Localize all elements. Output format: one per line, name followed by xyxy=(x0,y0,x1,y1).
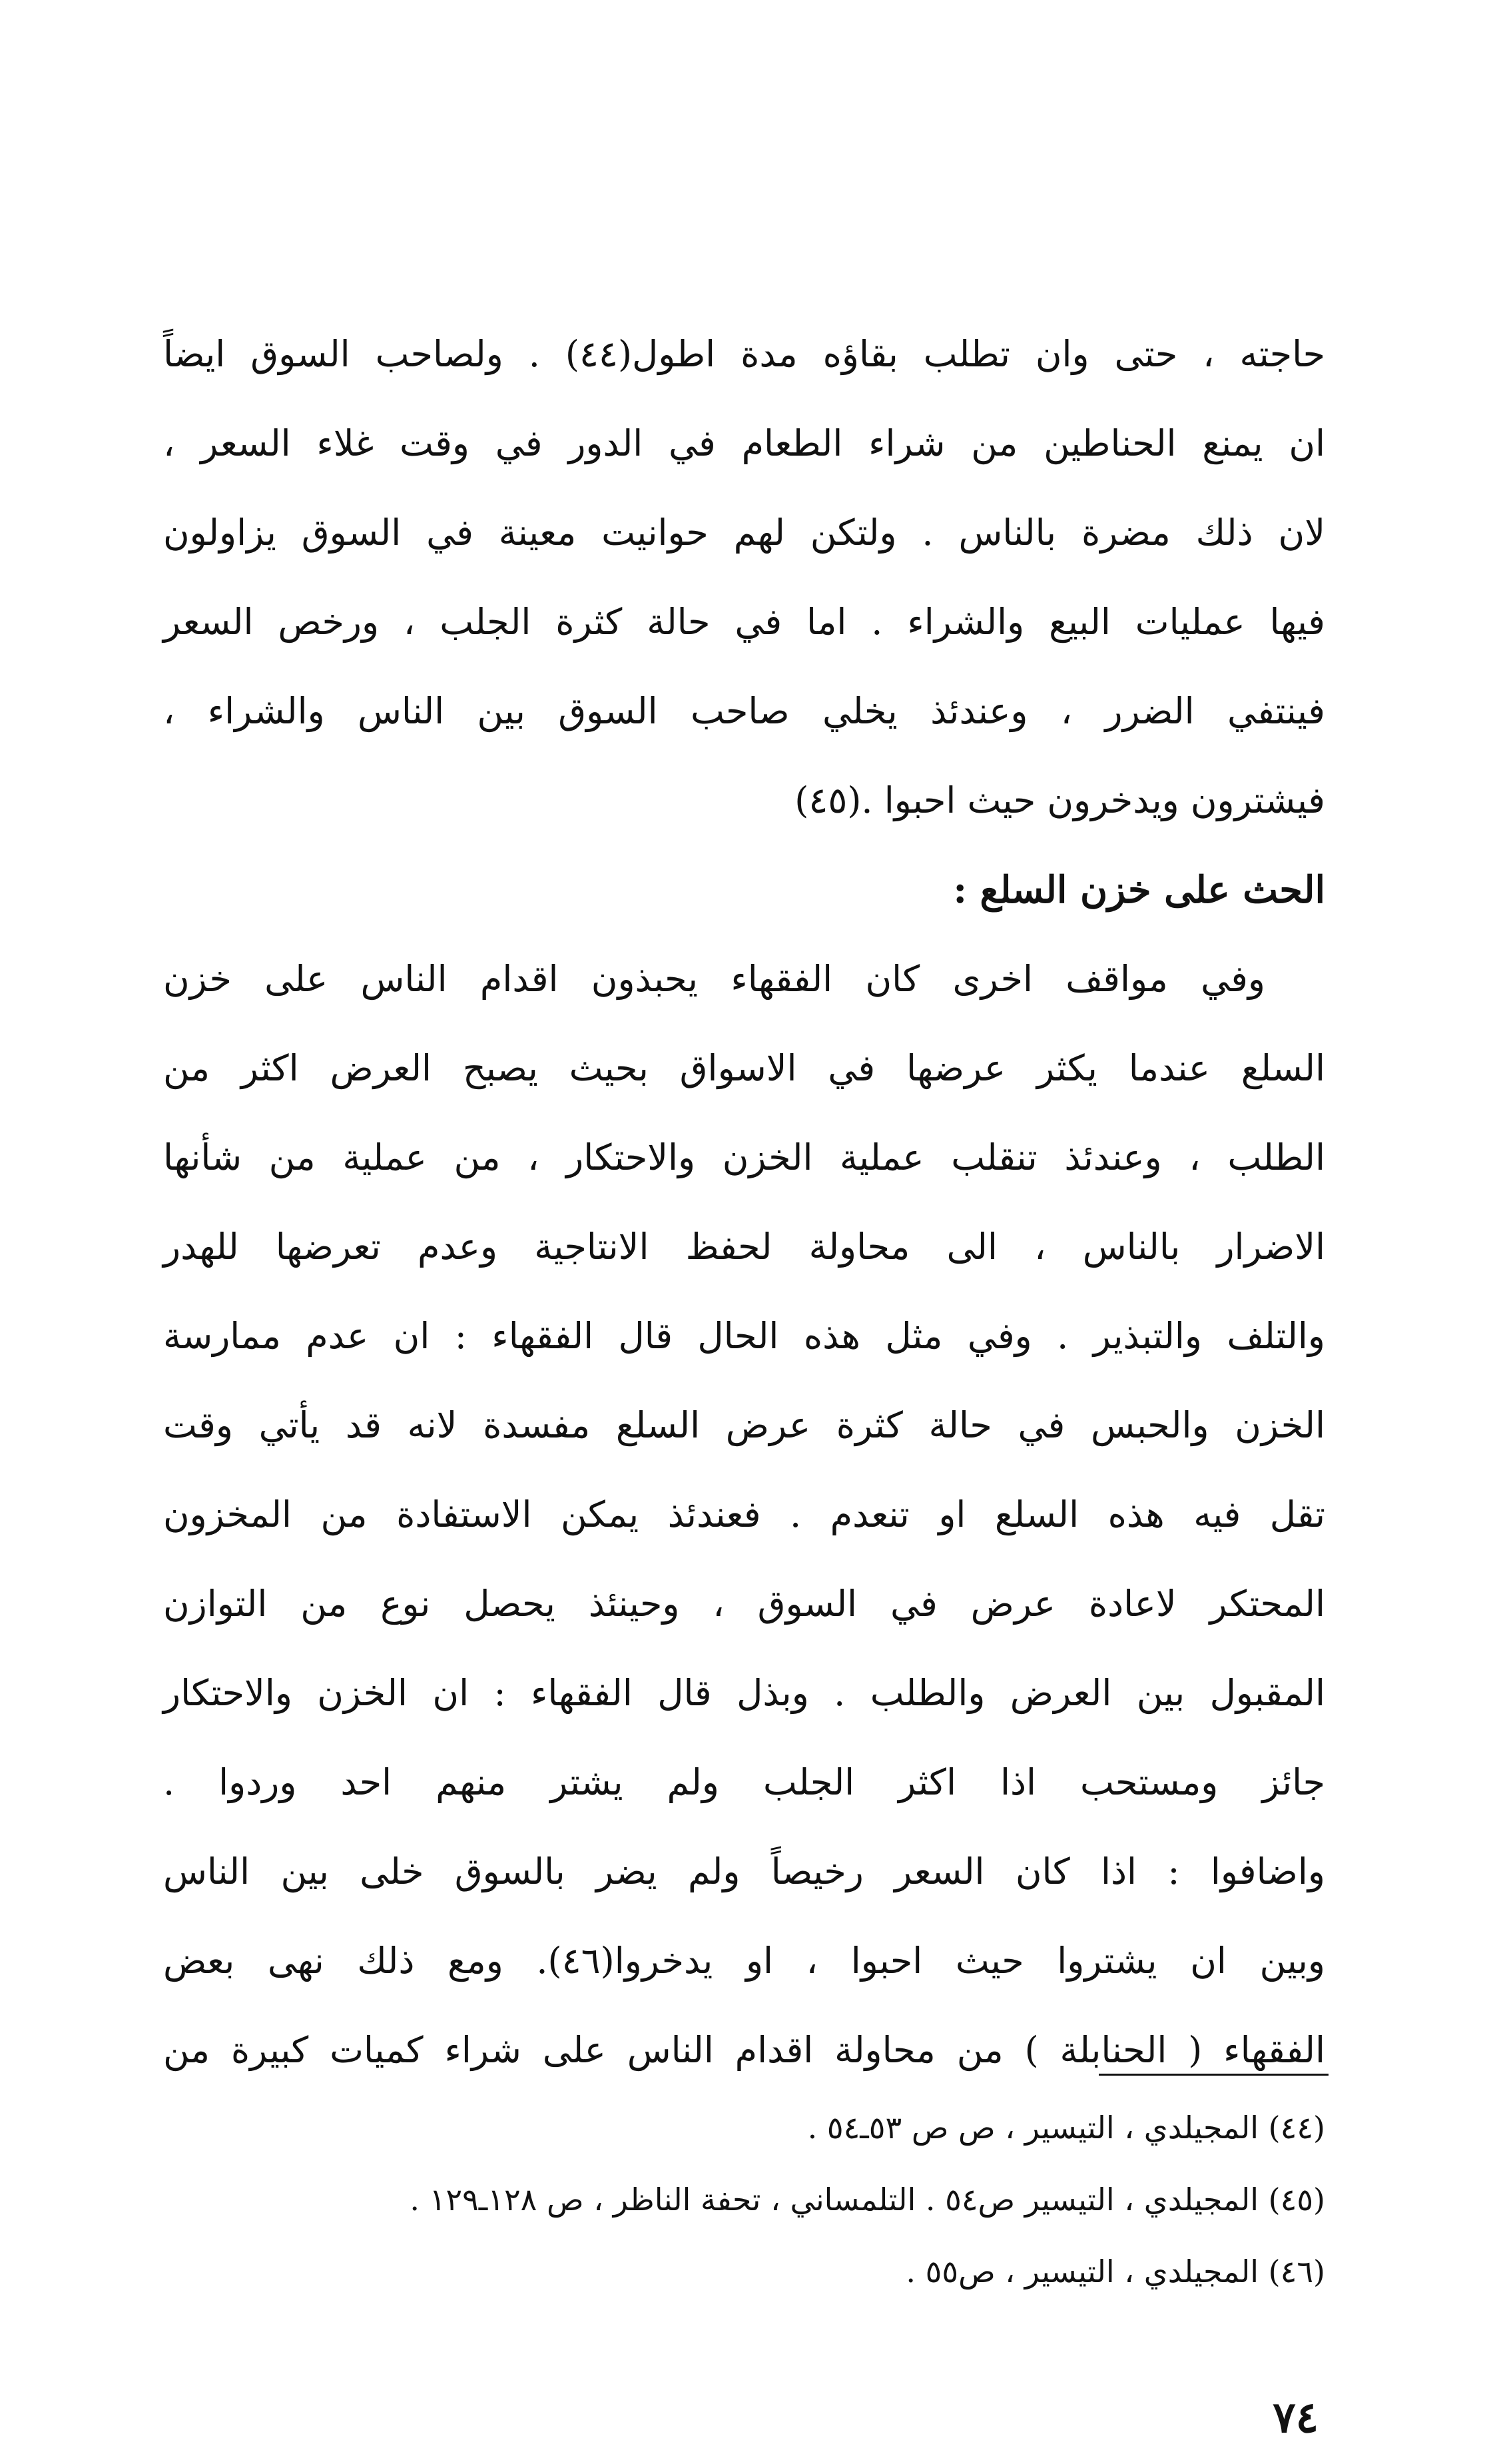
paragraph-line: فينتفي الضرر ، وعندئذ يخلي صاحب السوق بين الناس والشراء ، xyxy=(163,690,1325,732)
paragraph-line: ان يمنع الحناطين من شراء الطعام في الدور في وقت غلاء السعر ، xyxy=(163,422,1325,464)
paragraph-line: لان ذلك مضرة بالناس . ولتكن لهم حوانيت معينة في السوق يزاولون xyxy=(163,512,1325,554)
paragraph-line: فيشترون ويدخرون حيث احبوا .(٤٥) xyxy=(794,779,1325,821)
footnote: (٤٦) المجيلدي ، التيسير ، ص٥٥ . xyxy=(906,2254,1325,2289)
paragraph-line: حاجته ، حتى وان تطلب بقاؤه مدة اطول(٤٤) . ولصاحب السوق ايضاً xyxy=(163,333,1325,375)
paragraph-line: واضافوا : اذا كان السعر رخيصاً ولم يضر بالسوق خلى بين الناس xyxy=(163,1850,1325,1892)
paragraph-line: الطلب ، وعندئذ تنقلب عملية الخزن والاحتكار ، من عملية من شأنها xyxy=(163,1136,1325,1178)
section-heading: الحث على خزن السلع : xyxy=(953,868,1325,912)
footnote: (٤٥) المجيلدي ، التيسير ص٥٤ . التلمساني ، تحفة الناظر ، ص ١٢٨ـ١٢٩ . xyxy=(410,2182,1325,2218)
body-text xyxy=(163,310,1325,2095)
paragraph-line: المقبول بين العرض والطلب . وبذل قال الفقهاء : ان الخزن والاحتكار xyxy=(163,1672,1325,1714)
paragraph-line: السلع عندما يكثر عرضها في الاسواق بحيث يصبح العرض اكثر من xyxy=(163,1047,1325,1089)
paragraph-line: الفقهاء ( الحنابلة ) من محاولة اقدام الناس على شراء كميات كبيرة من xyxy=(163,2029,1325,2071)
footnote: (٤٤) المجيلدي ، التيسير ، ص ص ٥٣ـ٥٤ . xyxy=(807,2110,1325,2146)
paragraph-line: وفي مواقف اخرى كان الفقهاء يحبذون اقدام الناس على خزن xyxy=(163,958,1265,1000)
page-number: ٧٤ xyxy=(1273,2393,1319,2443)
paragraph-line: الخزن والحبس في حالة كثرة عرض السلع مفسدة لانه قد يأتي وقت xyxy=(163,1404,1325,1446)
paragraph-line: جائز ومستحب اذا اكثر الجلب ولم يشتر منهم احد وردوا . xyxy=(163,1761,1325,1803)
footnote-separator xyxy=(1099,2074,1329,2076)
paragraph-line: المحتكر لاعادة عرض في السوق ، وحينئذ يحصل نوع من التوازن xyxy=(163,1583,1325,1625)
paragraph-line: والتلف والتبذير . وفي مثل هذه الحال قال الفقهاء : ان عدم ممارسة xyxy=(163,1315,1325,1357)
paragraph-line: الاضرار بالناس ، الى محاولة لحفظ الانتاجية وعدم تعرضها للهدر xyxy=(163,1226,1325,1268)
paragraph-line: وبين ان يشتروا حيث احبوا ، او يدخروا(٤٦). ومع ذلك نهى بعض xyxy=(163,1940,1325,1982)
paragraph-line: فيها عمليات البيع والشراء . اما في حالة كثرة الجلب ، ورخص السعر xyxy=(163,601,1325,643)
paragraph-line: تقل فيه هذه السلع او تنعدم . فعندئذ يمكن الاستفادة من المخزون xyxy=(163,1493,1325,1535)
footnotes xyxy=(163,2092,1325,2307)
